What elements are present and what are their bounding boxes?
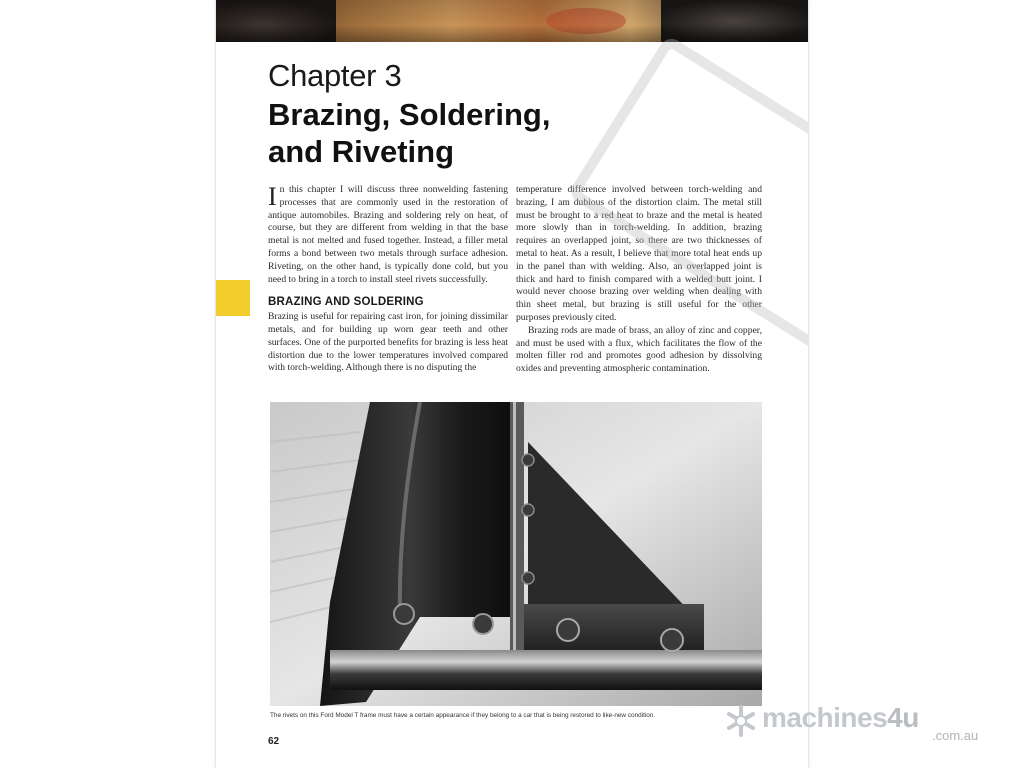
drop-cap: I xyxy=(268,182,277,211)
frame-edge-highlight xyxy=(513,402,516,662)
chapter-tab-marker xyxy=(216,280,250,316)
section-paragraph-continued: temperature difference involved between torch-welding and brazing, I am dubious of the distortion claim. The metal still must be brought to a red heat to braze and the metal is heated more slowly than in torch-welding. In addition, brazing requires an overlapped joint, so there are two thicknesses of metal to heat. As a result, I believe that more total heat ends up in the panel than with welding. Also, an overlapped joint is thick and hard to finish compared with a welded butt joint. I would never choose brazing over welding when dealing with thin sheet metal, but brazing is still useful for the other purposes previously cited. xyxy=(516,184,762,323)
snowflake-star-icon xyxy=(724,704,758,738)
header-photo-shade xyxy=(216,0,808,42)
chapter-title xyxy=(268,96,768,170)
text-column-right xyxy=(516,184,762,376)
photo-caption: The rivets on this Ford Model T frame must have a certain appearance if they belong to a car that is being restored to like-new condition. xyxy=(270,712,656,719)
intro-paragraph xyxy=(268,184,508,286)
chapter-title-line: and Riveting xyxy=(268,134,455,169)
photo-illustration xyxy=(270,402,762,706)
section-paragraph: Brazing is useful for repairing cast iron, for joining dissimilar metals, and for building up worn gear teeth and other surfaces. One of the purported benefits for brazing is less heat distortion due to the lower temperatures involved compared with torch-welding. Although there is no disputing the xyxy=(268,311,508,374)
chapter-label: Chapter 3 xyxy=(268,58,402,93)
frame-rail-horizontal xyxy=(330,650,762,690)
chapter-title-line: Brazing, Soldering, xyxy=(268,97,551,132)
book-page xyxy=(216,0,808,768)
brazing-rods-paragraph: Brazing rods are made of brass, an alloy of zinc and copper, and must be used with a flux, which facilitates the flow of the molten filler rod and promotes good adhesion by dissolving oxides and preventing atmospheric contamination. xyxy=(516,324,762,375)
page-number: 62 xyxy=(268,736,280,747)
brand-name-accent: 4u xyxy=(887,702,919,733)
header-photo-strip xyxy=(216,0,808,42)
section-heading: BRAZING AND SOLDERING xyxy=(268,296,424,309)
brand-watermark[interactable] xyxy=(724,702,1004,746)
brand-domain: .com.au xyxy=(932,728,979,743)
brand-name-main: machines xyxy=(762,702,888,733)
text-column-left xyxy=(268,184,508,375)
frame-rivet-photo xyxy=(270,402,762,706)
frame-edge xyxy=(510,402,524,662)
intro-text: n this chapter I will discuss three nonwelding fastening processes that are commonly used in the restoration of antique automobiles. Brazing and soldering rely on heat, of course, but they are different from welding in that the base metal is not melted and fused together. Instead, a filler metal forms a bond between two metals through surface adhesion. Riveting, on the other hand, is typically done cold, but you need to bring in a torch to install steel rivets successfully. xyxy=(268,184,508,285)
brand-name xyxy=(762,702,919,734)
